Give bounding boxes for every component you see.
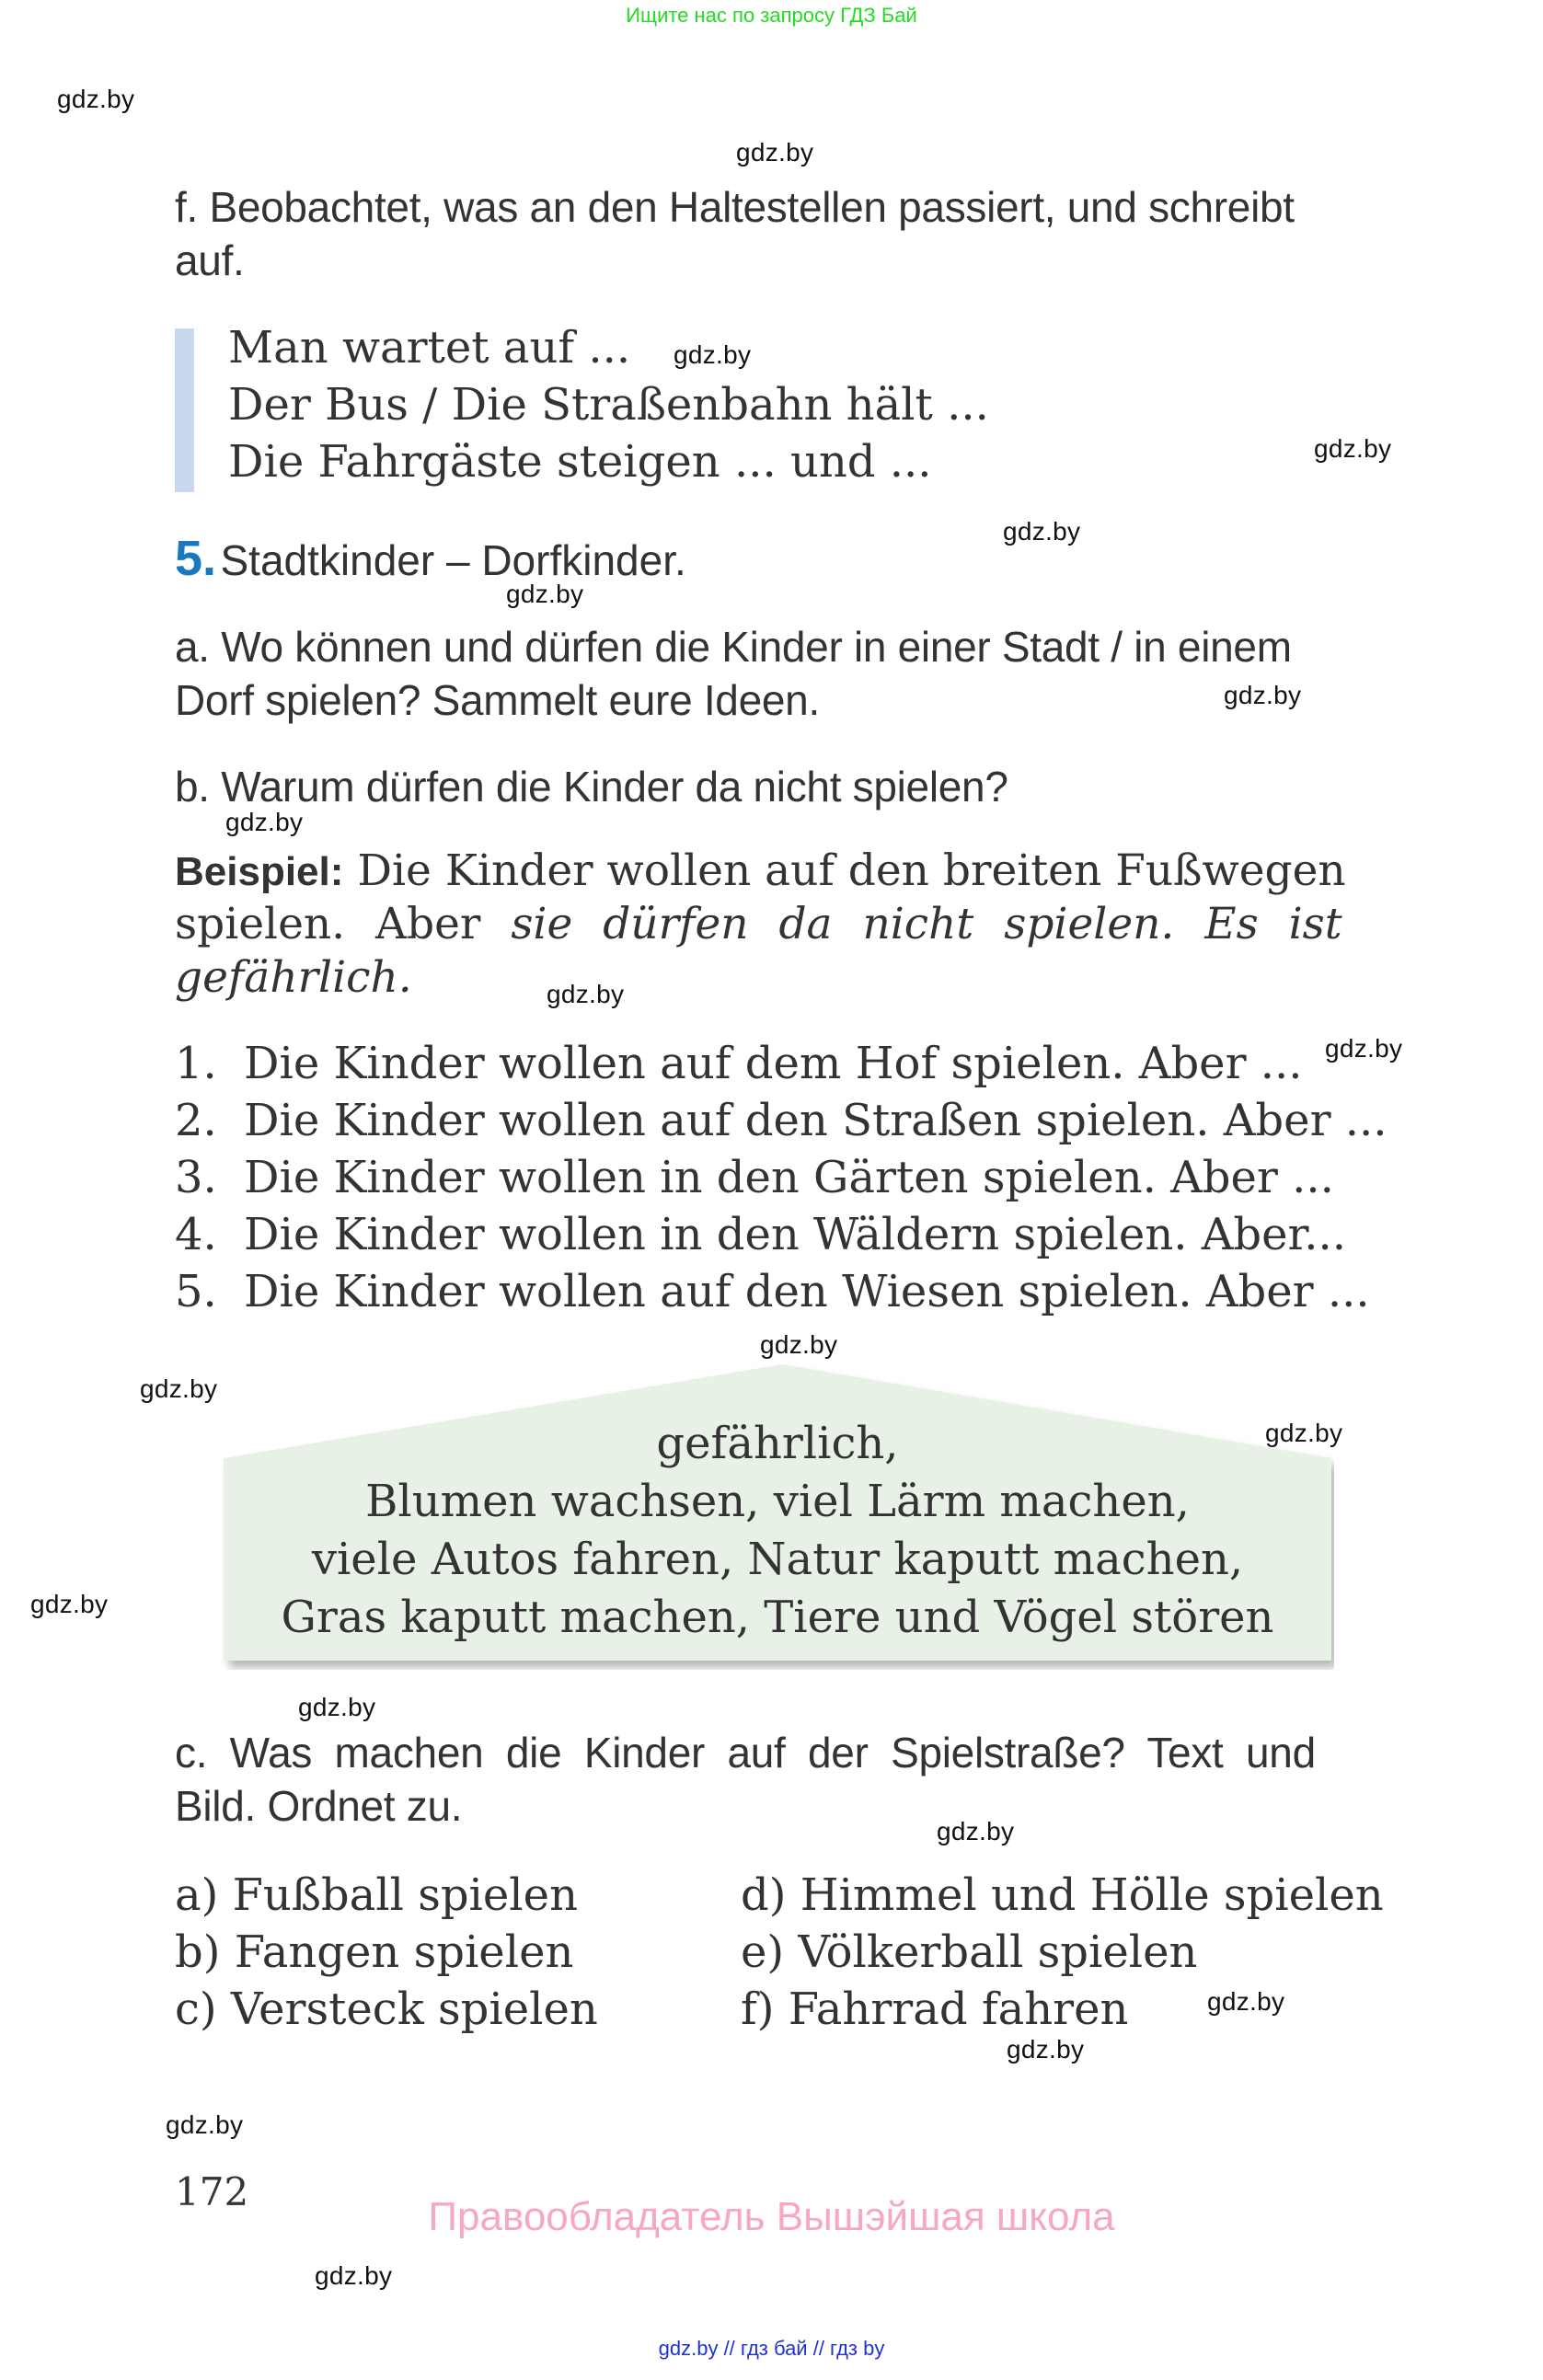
word-box-line: gefährlich, bbox=[656, 1418, 899, 1469]
watermark: gdz.by bbox=[30, 1590, 109, 1618]
watermark: gdz.by bbox=[1003, 517, 1081, 546]
task-c-line1: c. Was machen die Kinder auf der Spielstraße? Text und bbox=[175, 1729, 1316, 1776]
watermark: gdz.by bbox=[937, 1817, 1015, 1845]
word-box-line: viele Autos fahren, Natur kaputt machen, bbox=[311, 1534, 1244, 1585]
list-item: 3. Die Kinder wollen in den Gärten spielen. Aber ... bbox=[175, 1152, 1334, 1203]
option-e: e) Völkerball spielen bbox=[741, 1926, 1198, 1978]
task-a-line2: Dorf spielen? Sammelt eure Ideen. bbox=[175, 676, 820, 724]
watermark: gdz.by bbox=[1265, 1419, 1343, 1447]
watermark: gdz.by bbox=[506, 580, 584, 608]
task-b: b. Warum dürfen die Kinder da nicht spielen? bbox=[175, 763, 1008, 811]
watermark: gdz.by bbox=[315, 2261, 393, 2290]
page-number: 172 bbox=[175, 2169, 249, 2214]
option-b: b) Fangen spielen bbox=[175, 1926, 574, 1978]
quote-bar bbox=[175, 328, 194, 492]
watermark: gdz.by bbox=[298, 1693, 376, 1721]
quote-line-1: Man wartet auf ... bbox=[228, 322, 631, 374]
watermark: gdz.by bbox=[547, 980, 625, 1008]
watermark: gdz.by bbox=[674, 340, 752, 369]
quote-line-2: Der Bus / Die Straßenbahn hält ... bbox=[228, 379, 989, 431]
option-a: a) Fußball spielen bbox=[175, 1869, 578, 1921]
watermark: gdz.by bbox=[225, 808, 304, 836]
watermark: gdz.by bbox=[1224, 681, 1302, 709]
example-text: Die Kinder wollen auf den breiten Fußwegen bbox=[357, 845, 1346, 896]
option-f: f) Fahrrad fahren bbox=[741, 1983, 1129, 2035]
copyright-notice: Правообладатель Вышэйшая школа bbox=[428, 2194, 1115, 2239]
task-c-line2: Bild. Ordnet zu. bbox=[175, 1782, 463, 1830]
list-item: 1. Die Kinder wollen auf dem Hof spielen. Aber ... bbox=[175, 1038, 1303, 1089]
option-d: d) Himmel und Hölle spielen bbox=[741, 1869, 1384, 1921]
watermark: gdz.by bbox=[1207, 1987, 1285, 2016]
example-plain: spielen. Aber bbox=[175, 899, 481, 949]
footer-links[interactable]: gdz.by // гдз бай // гдз by bbox=[658, 2337, 885, 2360]
list-item: 2. Die Kinder wollen auf den Straßen spielen. Aber ... bbox=[175, 1095, 1388, 1146]
list-item: 4. Die Kinder wollen in den Wäldern spielen. Aber... bbox=[175, 1209, 1346, 1260]
top-banner[interactable]: Ищите нас по запросу ГДЗ Бай bbox=[626, 4, 917, 27]
exercise-heading bbox=[175, 530, 686, 587]
word-box-line: Gras kaputt machen, Tiere und Vögel stören bbox=[281, 1592, 1274, 1643]
watermark: gdz.by bbox=[1325, 1034, 1403, 1063]
watermark: gdz.by bbox=[736, 138, 814, 167]
example-line2 bbox=[175, 898, 1342, 951]
example-italic: sie dürfen da nicht spielen. Es ist bbox=[511, 899, 1342, 949]
task-a-line1: a. Wo können und dürfen die Kinder in einer Stadt / in einem bbox=[175, 623, 1292, 671]
watermark: gdz.by bbox=[760, 1330, 838, 1359]
example-label: Beispiel: bbox=[175, 849, 344, 894]
option-c: c) Versteck spielen bbox=[175, 1983, 598, 2035]
exercise-title: Stadtkinder – Dorfkinder. bbox=[220, 536, 686, 584]
example-line3 bbox=[175, 951, 412, 1005]
exercise-number: 5. bbox=[175, 531, 217, 586]
task-f-line1: f. Beobachtet, was an den Haltestellen passiert, und schreibt bbox=[175, 183, 1295, 231]
example-line1 bbox=[175, 845, 1389, 899]
example-italic-end: gefährlich. bbox=[175, 952, 412, 1003]
quote-line-3: Die Fahrgäste steigen ... und ... bbox=[228, 436, 932, 488]
watermark: gdz.by bbox=[1314, 434, 1392, 463]
watermark: gdz.by bbox=[166, 2110, 244, 2139]
word-box-line: Blumen wachsen, viel Lärm machen, bbox=[365, 1476, 1190, 1527]
watermark: gdz.by bbox=[57, 85, 135, 113]
watermark: gdz.by bbox=[1007, 2035, 1085, 2064]
task-f-line2: auf. bbox=[175, 236, 245, 284]
list-item: 5. Die Kinder wollen auf den Wiesen spielen. Aber ... bbox=[175, 1266, 1370, 1317]
watermark: gdz.by bbox=[140, 1374, 218, 1403]
